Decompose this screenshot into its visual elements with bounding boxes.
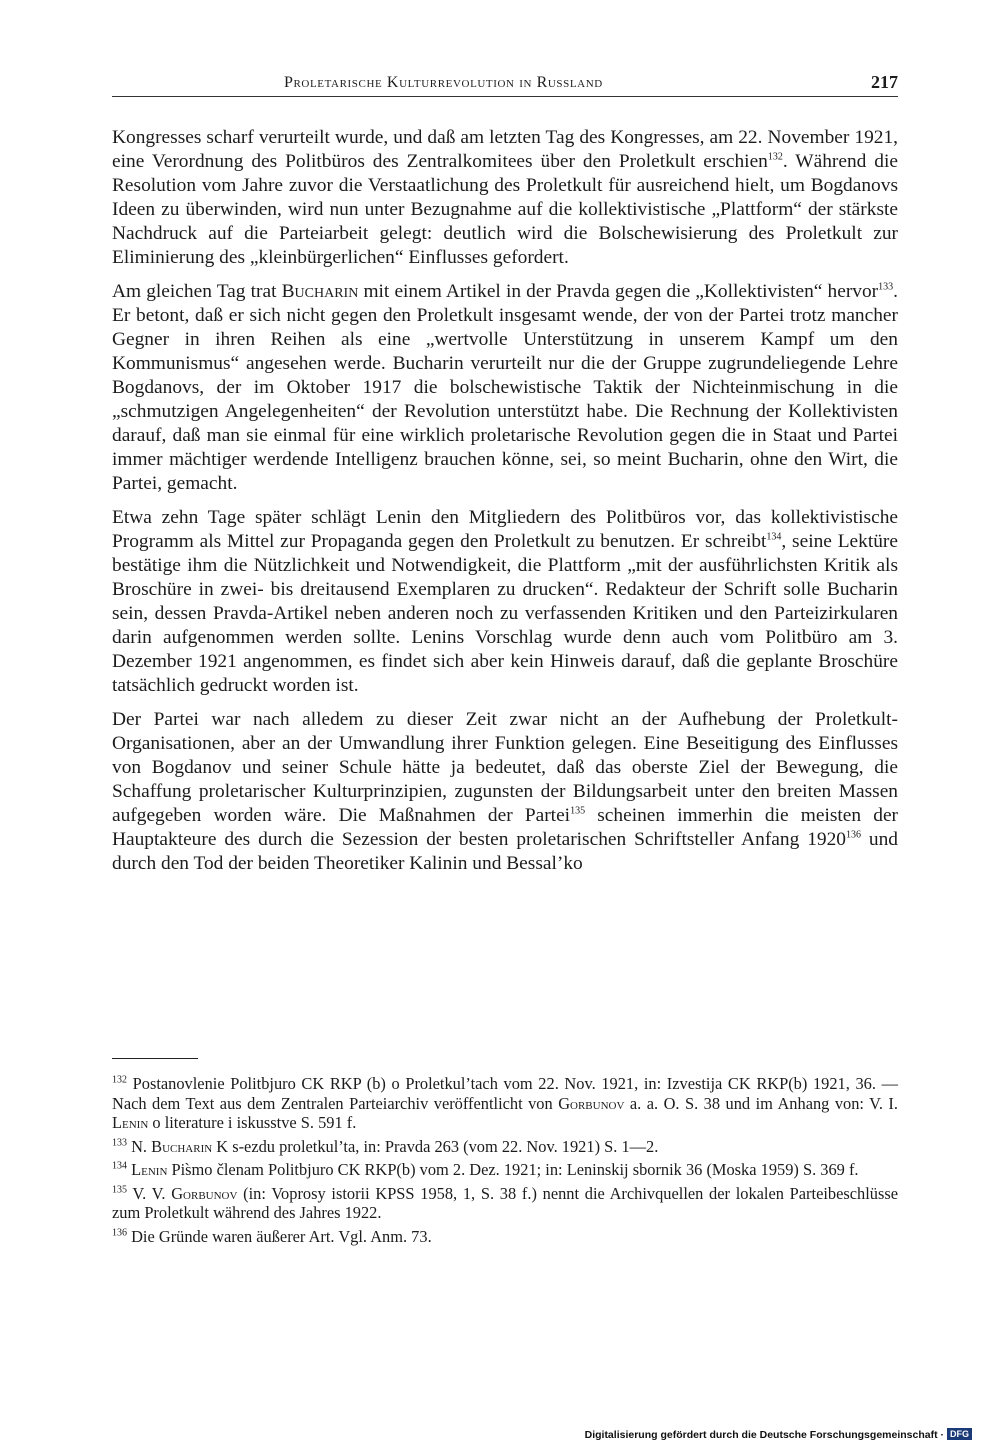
digitization-credit: [585, 1428, 972, 1441]
author-name: Bucharin: [151, 1136, 213, 1156]
page-number: 217: [871, 72, 898, 92]
footnote-ref: 136: [845, 829, 861, 841]
running-title: Proletarische Kulturrevolution in Russland: [284, 74, 603, 91]
footnote-ref: 136: [112, 1227, 127, 1239]
text-run: Pis̀mo členam Politbjuro CK RKP(b) vom 2. Dez. 1921; in: Leninskij sbornik 36 (Moska 1959) S. 369 f.: [167, 1160, 859, 1179]
paragraph: [112, 280, 898, 496]
text-run: a. a. O. S. 38 und im Anhang von: V. I.: [624, 1093, 898, 1113]
author-name: Gorbunov: [171, 1183, 238, 1203]
dfg-logo: DFG: [947, 1428, 972, 1440]
text-run: Kongresses scharf verurteilt wurde, und daß am letzten Tag des Kongresses, am 22. November 1921, eine Verordnung des Politbüros des Zentralkomitees über den Proletkult erschien: [112, 127, 898, 172]
text-run: V. V.: [127, 1183, 172, 1203]
text-run: Postanovlenie Politbjuro CK RKP (b) o Proletkul’tach vom 22. Nov. 1921, in: Izvestija CK RKP(b) 1921, 36. — Nach dem Text aus dem Zentralen Parteiarchiv veröffentlicht von: [112, 1074, 898, 1113]
text-run: K s-ezdu proletkul’ta, in: Pravda 263 (vom 22. Nov. 1921) S. 1—2.: [212, 1136, 659, 1156]
header-rule: [112, 96, 898, 97]
text-run: Am gleichen Tag trat: [112, 281, 282, 302]
footnote-ref: 133: [112, 1137, 127, 1149]
text-run: scheinen immerhin die meisten der Hauptakteure des durch die Sezession der besten proletarischen Schriftsteller Anfang 1920: [112, 805, 899, 850]
paragraph: [112, 708, 898, 876]
text-run: o literature i iskusstve S. 591 f.: [148, 1113, 357, 1132]
text-run: Etwa zehn Tage später schlägt Lenin den Mitgliedern des Politbüros vor, das kollektivistische Programm als Mittel zur Propaganda gegen den Proletkult zu benutzen. Er schreibt: [112, 507, 898, 552]
footnote-rule: [112, 1058, 198, 1059]
footnote: [112, 1227, 898, 1247]
credit-text: Digitalisierung gefördert durch die Deutsche Forschungsgemeinschaft ·: [584, 1429, 944, 1441]
text-run: . Während die Resolution vom Jahre zuvor die Verstaatlichung des Proletkult für ausreichend hielt, um Bogdanovs Ideen zu überwinden, wird nun unter Bezugnahme auf die kollektivistische „Plattform“ der stärkste Nachdruck auf die Parteiarbeit gelegt: deutlich wird die Bolschewisierung des Proletkult zur Eliminierung des „kleinbürgerlichen“ Einflusses gefordert.: [112, 151, 898, 268]
footnote: [112, 1137, 898, 1157]
text-run: mit einem Artikel in der Pravda gegen die „Kollektivisten“ hervor: [358, 281, 879, 302]
running-header: [112, 72, 898, 100]
paragraph: [112, 126, 898, 270]
text-run: N.: [127, 1136, 152, 1156]
text-run: und durch den Tod der beiden Theoretiker Kalinin und Bessal’ko: [112, 829, 898, 874]
footnote-ref: 135: [570, 805, 586, 817]
footnote-ref: 133: [878, 281, 894, 293]
paragraph: [112, 506, 898, 698]
footnote: [112, 1074, 898, 1133]
author-name: Lenin: [131, 1160, 168, 1179]
footnote-ref: 132: [767, 151, 783, 163]
text-run: Die Gründe waren äußerer Art. Vgl. Anm. 73.: [127, 1226, 432, 1246]
author-name: Bucharin: [281, 281, 359, 302]
text-run: . Er betont, daß er sich nicht gegen den Proletkult insgesamt wende, der von der Partei trotz mancher Gegner in ihren Reihen als eine „wertvolle Unterstützung in unserem Kampf um den Kommunismus“ angesehen werde. Bucharin verurteilt nur die der Gruppe zugrundeliegende Lehre Bogdanovs, der im Oktober 1917 die bolschewistische Taktik der Nichteinmischung in die „schmutzigen Angelegenheiten“ der Revolution unterstützt habe. Die Rechnung der Kollektivisten darauf, daß man sie einmal für eine wirklich proletarische Revolution gegen die in Staat und Partei immer mächtiger werdende Intelligenz brauchen könne, sei, so meint Bucharin, ohne den Wirt, die Partei, gemacht.: [112, 281, 898, 494]
footnotes: [112, 1074, 898, 1250]
body-text: [112, 126, 898, 886]
footnote-ref: 134: [112, 1160, 127, 1172]
footnote-ref: 132: [112, 1074, 127, 1086]
text-run: (in: Voprosy istorii KPSS 1958, 1, S. 38 f.) nennt die Archivquellen der lokalen Parteibeschlüsse zum Proletkult während des Jahres 1922.: [112, 1183, 898, 1222]
footnote-ref: 135: [112, 1184, 127, 1196]
text-run: Der Partei war nach alledem zu dieser Zeit zwar nicht an der Aufhebung der Proletkult-Organisationen, aber an der Umwandlung ihrer Funktion gelegen. Eine Beseitigung des Einflusses von Bogdanov und seiner Schule hätte ja bedeutet, daß das oberste Ziel der Bewegung, die Schaffung proletarischer Kulturprinzipien, zugunsten der Bildungsarbeit unter den breiten Massen aufgegeben worden wäre. Die Maßnahmen der Partei: [112, 709, 898, 826]
author-name: Lenin: [112, 1113, 149, 1132]
author-name: Gorbunov: [558, 1093, 625, 1113]
footnote: [112, 1160, 898, 1180]
text-run: , seine Lektüre bestätige ihm die Nützlichkeit und Notwendigkeit, die Plattform „mit der ausführlichsten Kritik als Broschüre in zwei- bis dreitausend Exemplaren zu drucken“. Redakteur der Schrift solle Bucharin sein, dessen Pravda-Artikel neben anderen noch zu verfassenden Kritiken und den Parteizirkularen darin aufgenommen werden sollte. Lenins Vorschlag wurde denn auch vom Politbüro am 3. Dezember 1921 angenommen, es findet sich aber kein Hinweis darauf, daß die geplante Broschüre tatsächlich gedruckt worden ist.: [112, 531, 898, 696]
footnote: [112, 1184, 898, 1223]
footnote-ref: 134: [766, 531, 782, 543]
